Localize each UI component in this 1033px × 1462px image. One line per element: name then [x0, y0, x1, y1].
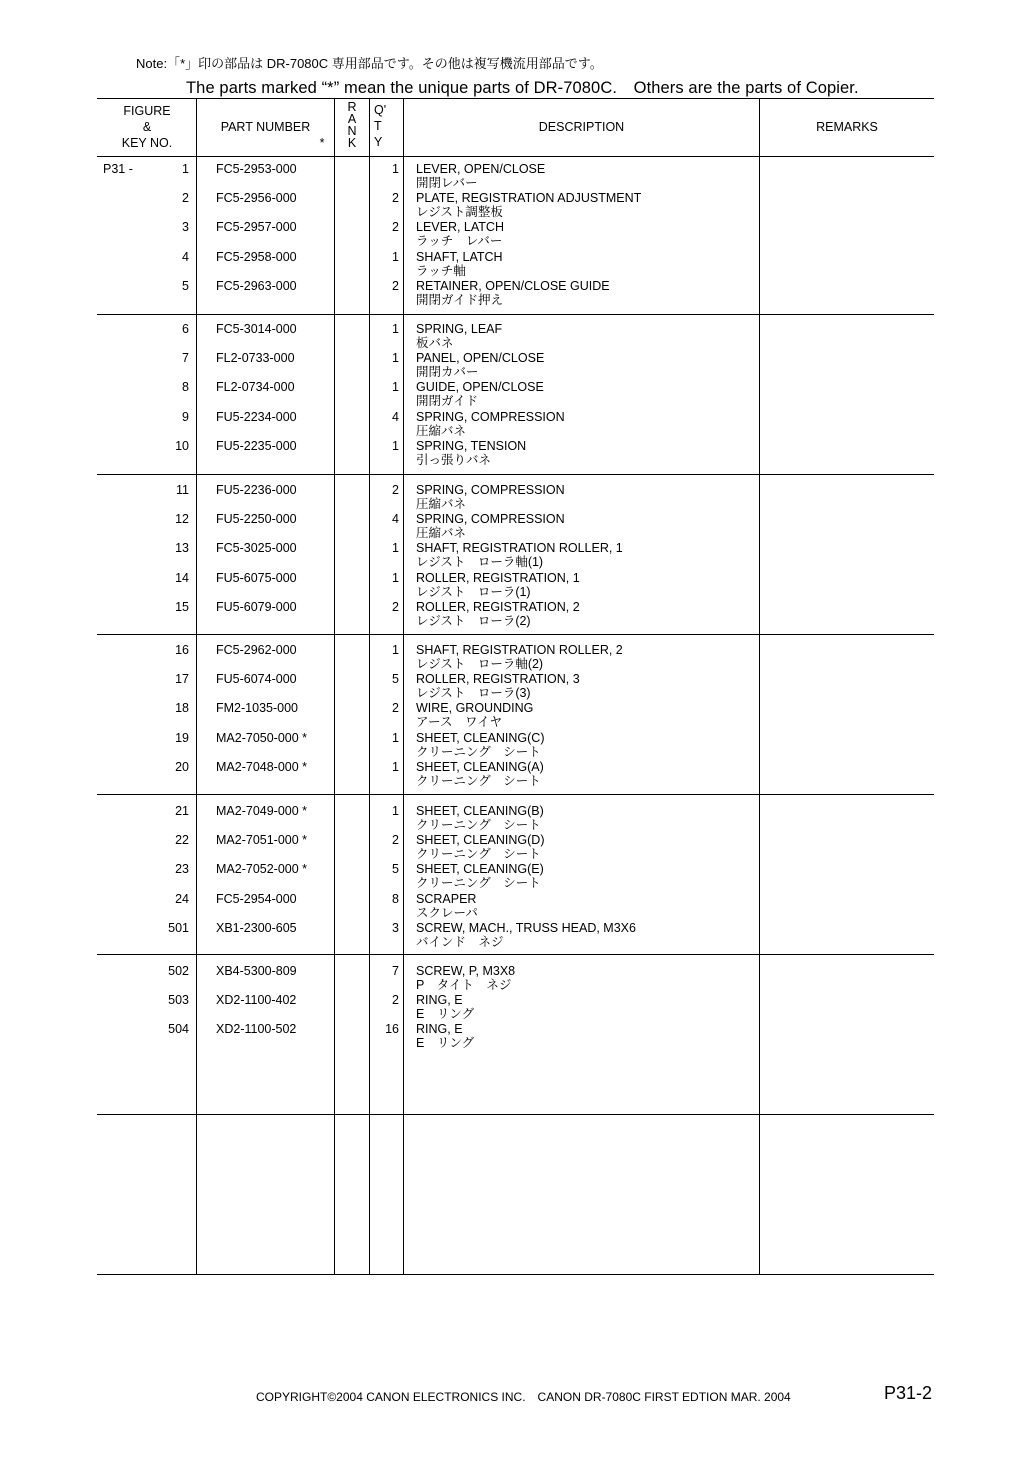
key-number: 5 — [182, 279, 189, 293]
description-jp: レジスト ローラ(2) — [416, 614, 531, 628]
block-separator — [97, 954, 934, 955]
quantity: 2 — [392, 279, 399, 293]
part-number: FU5-2236-000 — [216, 483, 297, 497]
description-en: RING, E — [416, 1022, 463, 1036]
key-number: 7 — [182, 351, 189, 365]
header-rank-char: A — [347, 112, 357, 126]
header-rank-char: N — [347, 124, 357, 138]
quantity: 7 — [392, 964, 399, 978]
description-jp: E リング — [416, 1036, 475, 1050]
description-jp: レジスト ローラ(3) — [416, 686, 531, 700]
part-number: MA2-7051-000 * — [216, 833, 308, 847]
table-row — [97, 541, 934, 571]
key-number: 13 — [175, 541, 189, 555]
description-en: SHEET, CLEANING(B) — [416, 804, 544, 818]
quantity: 1 — [392, 804, 399, 818]
description-en: SHEET, CLEANING(C) — [416, 731, 545, 745]
block-separator — [97, 794, 934, 795]
table-row — [97, 351, 934, 381]
key-number: 504 — [168, 1022, 189, 1036]
description-en: RETAINER, OPEN/CLOSE GUIDE — [416, 279, 610, 293]
block-separator — [97, 474, 934, 475]
description-en: SHEET, CLEANING(A) — [416, 760, 544, 774]
table-row — [97, 410, 934, 440]
description-en: ROLLER, REGISTRATION, 2 — [416, 600, 580, 614]
key-number: 21 — [175, 804, 189, 818]
description-en: SPRING, COMPRESSION — [416, 512, 565, 526]
table-row — [97, 322, 934, 352]
quantity: 5 — [392, 672, 399, 686]
key-number: 24 — [175, 892, 189, 906]
part-number: XD2-1100-402 — [216, 993, 297, 1007]
description-en: SHAFT, LATCH — [416, 250, 503, 264]
key-number: 3 — [182, 220, 189, 234]
quantity: 1 — [392, 250, 399, 264]
quantity: 1 — [392, 351, 399, 365]
description-jp: 圧縮バネ — [416, 497, 467, 511]
part-number: FL2-0733-000 — [216, 351, 295, 365]
description-en: SHAFT, REGISTRATION ROLLER, 2 — [416, 643, 623, 657]
header-qty — [374, 102, 394, 150]
part-number: FU5-2235-000 — [216, 439, 297, 453]
quantity: 2 — [392, 833, 399, 847]
quantity: 1 — [392, 322, 399, 336]
part-number: MA2-7048-000 * — [216, 760, 308, 774]
key-number: 10 — [175, 439, 189, 453]
part-number: FU5-2250-000 — [216, 512, 297, 526]
description-jp: 圧縮バネ — [416, 526, 467, 540]
quantity: 4 — [392, 512, 399, 526]
key-number: 6 — [182, 322, 189, 336]
table-row — [97, 833, 934, 863]
quantity: 8 — [392, 892, 399, 906]
part-number: FU5-6075-000 — [216, 571, 297, 585]
header-figure-line2: & — [142, 120, 152, 134]
part-number: FU5-2234-000 — [216, 410, 297, 424]
description-en: SCRAPER — [416, 892, 477, 906]
quantity: 1 — [392, 380, 399, 394]
copyright-footer: COPYRIGHT©2004 CANON ELECTRONICS INC. CANON DR-7080C FIRST EDTION MAR. 2004 — [256, 1390, 791, 1404]
description-jp: クリーニング シート — [416, 774, 541, 788]
description-jp: E リング — [416, 1007, 475, 1021]
description-jp: ラッチ レバー — [416, 234, 503, 248]
part-number: FU5-6074-000 — [216, 672, 297, 686]
table-row — [97, 892, 934, 922]
header-qty-char: Y — [374, 135, 383, 149]
description-en: ROLLER, REGISTRATION, 1 — [416, 571, 580, 585]
key-number: 502 — [168, 964, 189, 978]
description-en: SHEET, CLEANING(E) — [416, 862, 544, 876]
description-jp: 板バネ — [416, 336, 454, 350]
description-jp: 開閉レバー — [416, 176, 478, 190]
part-number: FC5-2963-000 — [216, 279, 297, 293]
table-row — [97, 483, 934, 513]
header-qty-char: Q' — [374, 103, 387, 117]
description-jp: P タイト ネジ — [416, 978, 512, 992]
block-separator — [97, 634, 934, 635]
table-row — [97, 701, 934, 731]
key-number: 501 — [168, 921, 189, 935]
description-en: SPRING, COMPRESSION — [416, 410, 565, 424]
description-en: SPRING, COMPRESSION — [416, 483, 565, 497]
description-en: LEVER, OPEN/CLOSE — [416, 162, 546, 176]
quantity: 2 — [392, 993, 399, 1007]
header-rank — [335, 101, 369, 149]
quantity: 1 — [392, 643, 399, 657]
table-row — [97, 731, 934, 761]
header-part-number: PART NUMBER — [220, 120, 311, 134]
quantity: 1 — [392, 439, 399, 453]
quantity: 2 — [392, 220, 399, 234]
description-en: RING, E — [416, 993, 463, 1007]
header-part-star: * — [319, 136, 325, 150]
description-jp: スクレーパ — [416, 906, 478, 920]
table-row — [97, 804, 934, 834]
description-en: ROLLER, REGISTRATION, 3 — [416, 672, 580, 686]
part-number: FC5-3025-000 — [216, 541, 297, 555]
table-row — [97, 921, 934, 951]
table-row — [97, 760, 934, 790]
description-jp: 圧縮バネ — [416, 424, 467, 438]
part-number: FC5-2962-000 — [216, 643, 297, 657]
part-number: MA2-7049-000 * — [216, 804, 308, 818]
description-en: LEVER, LATCH — [416, 220, 504, 234]
part-number: FC5-2957-000 — [216, 220, 297, 234]
quantity: 5 — [392, 862, 399, 876]
header-rank-char: R — [347, 100, 357, 114]
description-en: SCREW, MACH., TRUSS HEAD, M3X6 — [416, 921, 636, 935]
quantity: 1 — [392, 571, 399, 585]
description-en: SPRING, LEAF — [416, 322, 503, 336]
description-jp: 開閉カバー — [416, 365, 479, 379]
key-number: 20 — [175, 760, 189, 774]
description-jp: 開閉ガイド — [416, 394, 479, 408]
description-jp: アース ワイヤ — [416, 715, 503, 729]
table-row — [97, 220, 934, 250]
description-jp: クリーニング シート — [416, 847, 541, 861]
header-remarks: REMARKS — [816, 120, 878, 134]
table-row — [97, 571, 934, 601]
part-number: FC5-2956-000 — [216, 191, 297, 205]
table-row — [97, 672, 934, 702]
description-en: WIRE, GROUNDING — [416, 701, 534, 715]
key-number: 23 — [175, 862, 189, 876]
part-number: XB1-2300-605 — [216, 921, 297, 935]
quantity: 2 — [392, 701, 399, 715]
table-row — [97, 439, 934, 469]
key-number: 9 — [182, 410, 189, 424]
part-number: MA2-7050-000 * — [216, 731, 308, 745]
description-en: SCREW, P, M3X8 — [416, 964, 516, 978]
quantity: 2 — [392, 191, 399, 205]
description-jp: 開閉ガイド押え — [416, 293, 504, 307]
key-number: 1 — [182, 162, 189, 176]
table-row — [97, 1022, 934, 1052]
key-number: 8 — [182, 380, 189, 394]
part-number: MA2-7052-000 * — [216, 862, 308, 876]
part-number: XD2-1100-502 — [216, 1022, 297, 1036]
table-row — [97, 964, 934, 994]
part-number: FU5-6079-000 — [216, 600, 297, 614]
part-number: FC5-2958-000 — [216, 250, 297, 264]
key-number: 14 — [175, 571, 189, 585]
description-jp: クリーニング シート — [416, 876, 541, 890]
quantity: 1 — [392, 541, 399, 555]
part-number: FL2-0734-000 — [216, 380, 295, 394]
description-jp: レジスト ローラ(1) — [416, 585, 531, 599]
table-row — [97, 600, 934, 630]
key-number: 12 — [175, 512, 189, 526]
header-description: DESCRIPTION — [538, 120, 625, 134]
page-number: P31-2 — [884, 1383, 933, 1403]
header-rank-char: K — [347, 136, 357, 150]
key-number: 503 — [168, 993, 189, 1007]
key-number: 18 — [175, 701, 189, 715]
description-en: SPRING, TENSION — [416, 439, 527, 453]
table-row — [97, 279, 934, 309]
header-figure-line1: FIGURE — [123, 104, 171, 118]
key-number: 17 — [175, 672, 189, 686]
description-jp: クリーニング シート — [416, 745, 541, 759]
part-number: XB4-5300-809 — [216, 964, 297, 978]
quantity: 3 — [392, 921, 399, 935]
description-en: GUIDE, OPEN/CLOSE — [416, 380, 544, 394]
key-number: 16 — [175, 643, 189, 657]
part-number: FC5-2953-000 — [216, 162, 297, 176]
part-number: FC5-3014-000 — [216, 322, 297, 336]
description-jp: バインド ネジ — [416, 935, 504, 949]
part-number: FC5-2954-000 — [216, 892, 297, 906]
description-en: SHEET, CLEANING(D) — [416, 833, 545, 847]
table-row — [97, 380, 934, 410]
part-number: FM2-1035-000 — [216, 701, 298, 715]
header-qty-char: T — [374, 119, 382, 133]
quantity: 4 — [392, 410, 399, 424]
quantity: 2 — [392, 483, 399, 497]
note-japanese: Note:「*」印の部品は DR-7080C 専用部品です。その他は複写機流用部品です。 — [136, 56, 603, 71]
header-figure — [97, 103, 197, 151]
table-row — [97, 993, 934, 1023]
quantity: 1 — [392, 760, 399, 774]
quantity: 2 — [392, 600, 399, 614]
note-english: The parts marked “*” mean the unique parts of DR-7080C. Others are the parts of Copier. — [186, 79, 859, 97]
quantity: 16 — [385, 1022, 399, 1036]
description-jp: レジスト ローラ軸(1) — [416, 555, 544, 569]
description-en: PLATE, REGISTRATION ADJUSTMENT — [416, 191, 642, 205]
description-jp: クリーニング シート — [416, 818, 541, 832]
description-en: SHAFT, REGISTRATION ROLLER, 1 — [416, 541, 623, 555]
description-jp: ラッチ軸 — [416, 264, 466, 278]
table-row — [97, 162, 934, 192]
table-row — [97, 250, 934, 280]
figure-ref: P31 - — [103, 162, 133, 176]
key-number: 11 — [176, 483, 189, 497]
quantity: 1 — [392, 162, 399, 176]
key-number: 22 — [175, 833, 189, 847]
table-bottom-rule — [97, 1274, 934, 1275]
table-row — [97, 191, 934, 221]
table-row — [97, 512, 934, 542]
key-number: 4 — [182, 250, 189, 264]
description-jp: レジスト調整板 — [416, 205, 503, 219]
key-number: 2 — [182, 191, 189, 205]
key-number: 15 — [175, 600, 189, 614]
quantity: 1 — [392, 731, 399, 745]
description-en: PANEL, OPEN/CLOSE — [416, 351, 545, 365]
block-separator — [97, 314, 934, 315]
description-jp: 引っ張りバネ — [416, 453, 492, 467]
description-jp: レジスト ローラ軸(2) — [416, 657, 544, 671]
block-separator — [97, 1114, 934, 1115]
header-figure-line3: KEY NO. — [121, 136, 173, 150]
table-row — [97, 643, 934, 673]
table-row — [97, 862, 934, 892]
key-number: 19 — [175, 731, 189, 745]
